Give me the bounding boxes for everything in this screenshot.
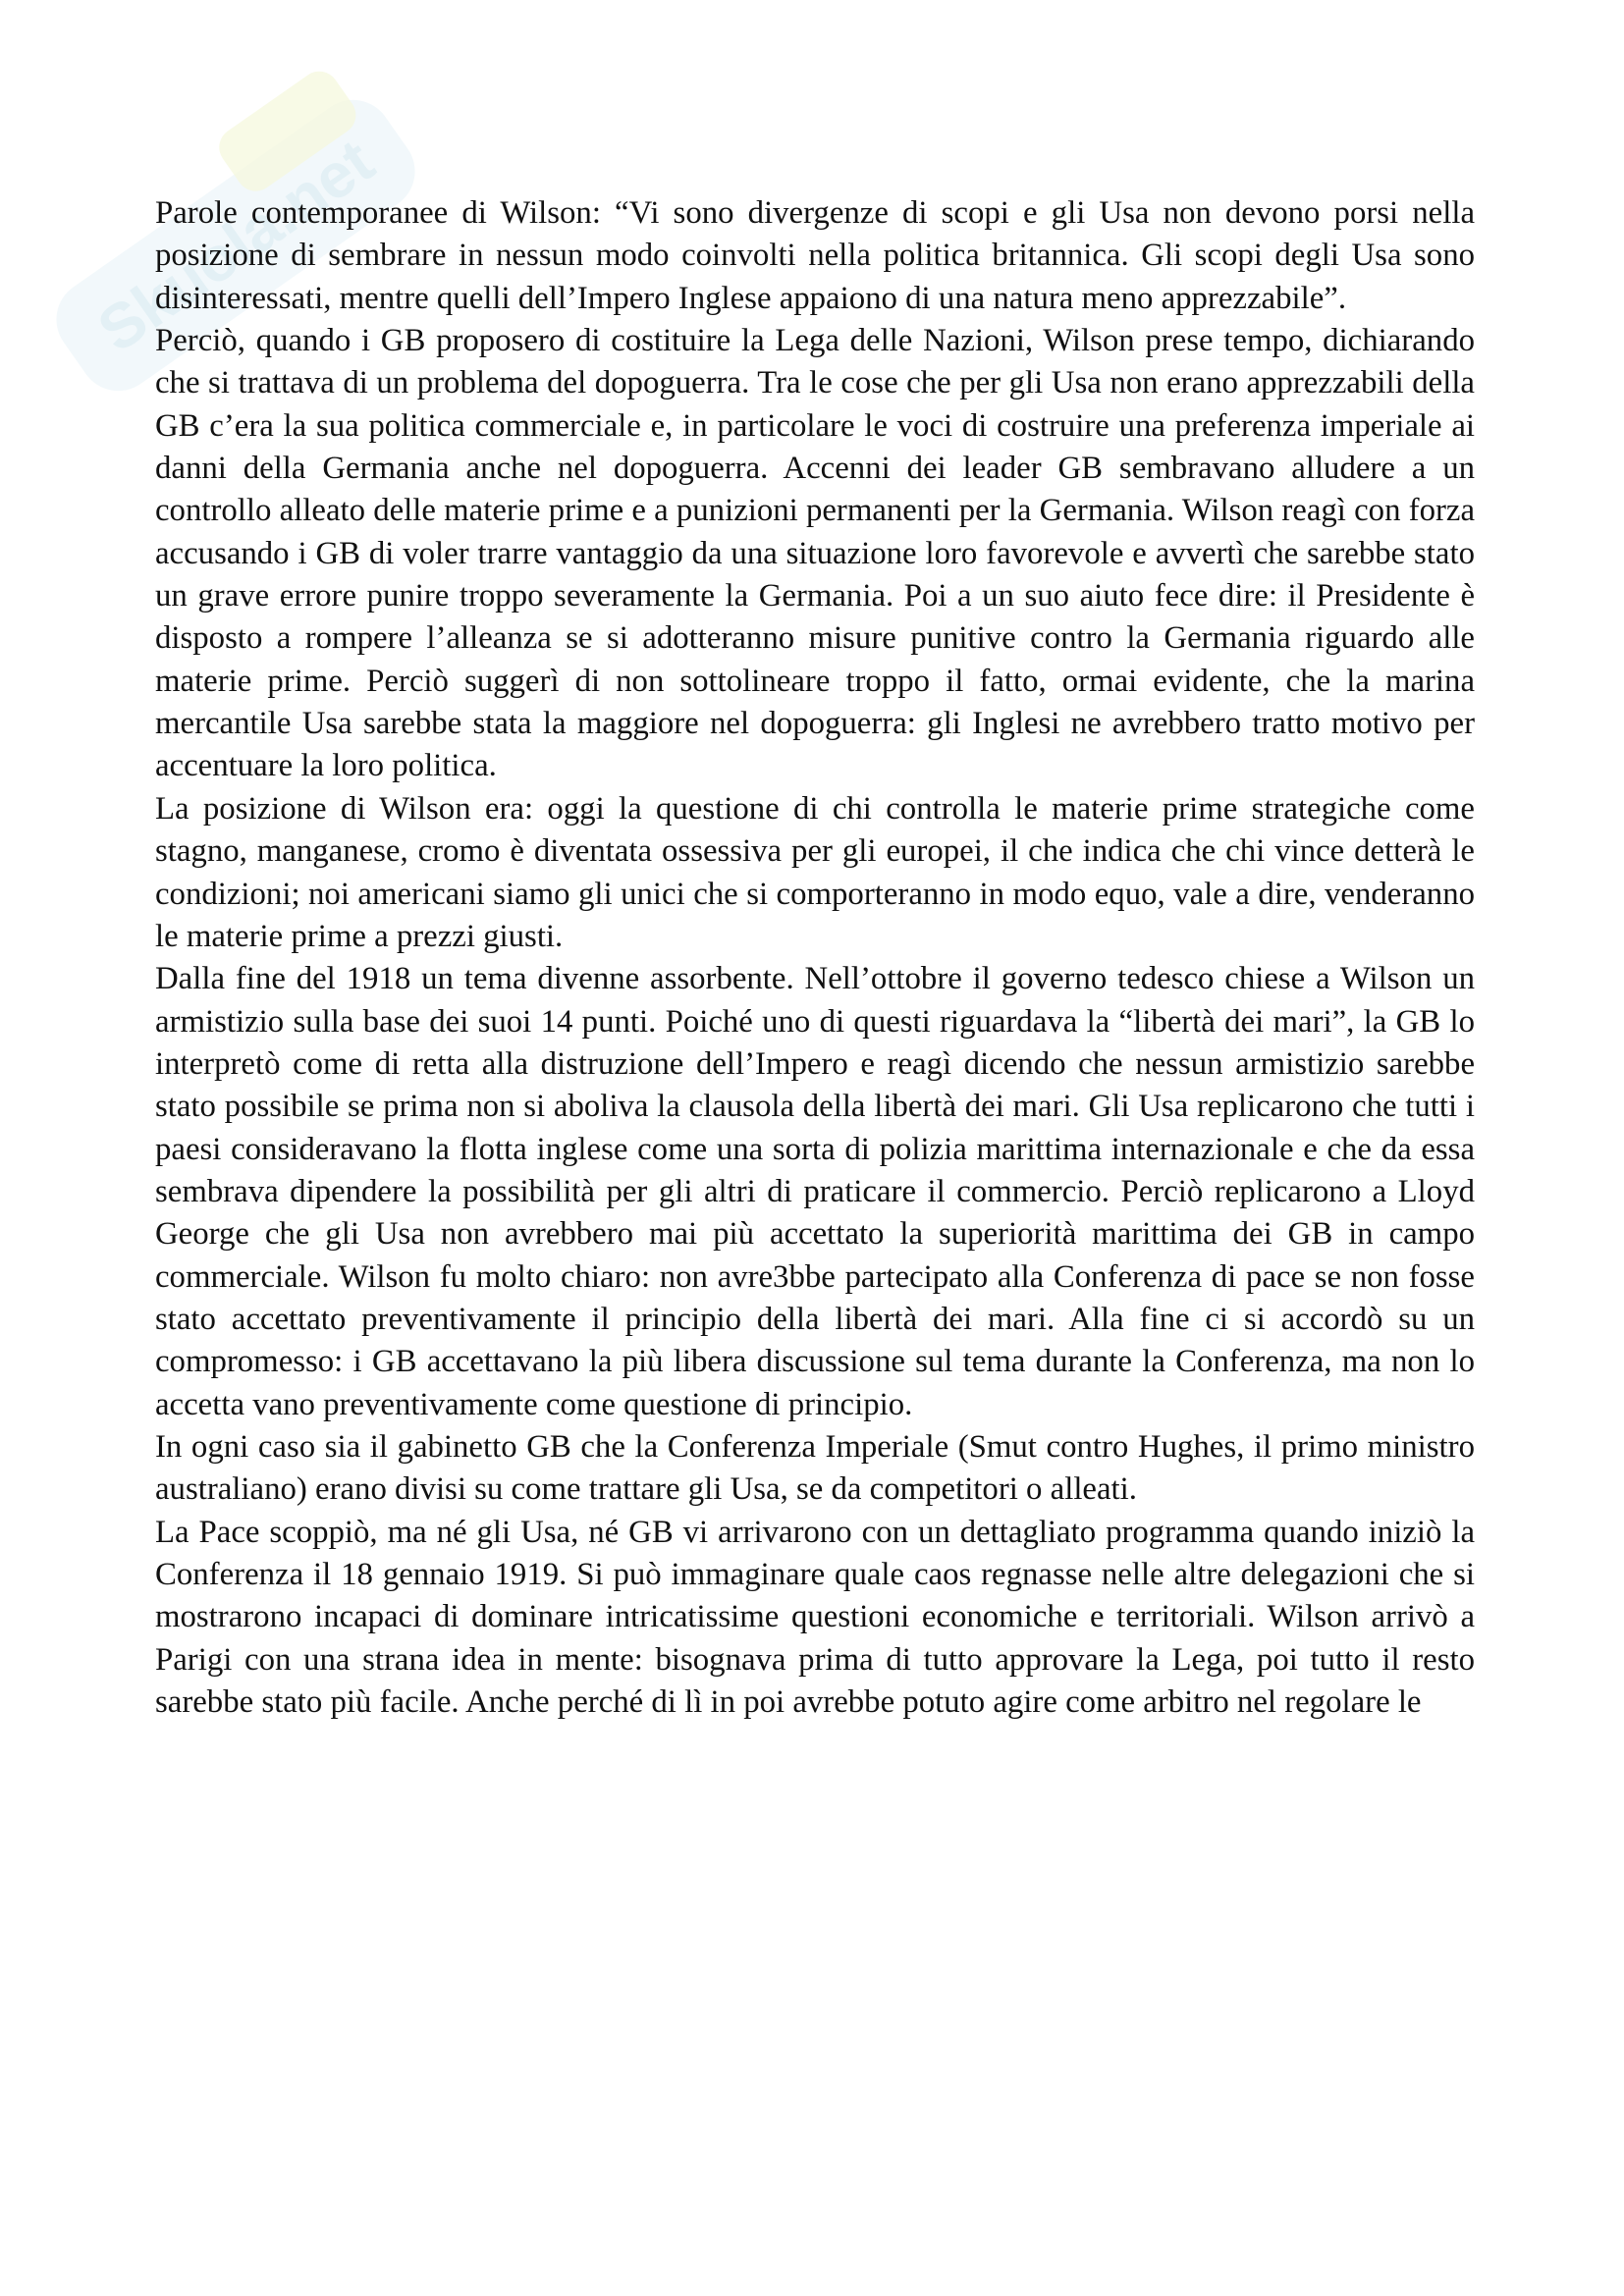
paragraph-3: La posizione di Wilson era: oggi la questione di chi controlla le materie prime strategiche come stagno, manganese, cromo è diventata ossessiva per gli europei, il che indica che chi vince detterà le condizioni; noi americani siamo gli unici che si comporteranno in modo equo, vale a dire, venderanno le materie prime a prezzi giusti. xyxy=(155,790,1475,954)
paragraph-2: Perciò, quando i GB proposero di costituire la Lega delle Nazioni, Wilson prese tempo, dichiarando che si trattava di un problema del dopoguerra. Tra le cose che per gli Usa non erano apprezzabili della GB c’era la sua politica commerciale e, in particolare le voci di costruire una preferenza imperiale ai danni della Germania anche nel dopoguerra. Accenni dei leader GB sembravano alludere a un controllo alleato delle materie prime e a punizioni permanenti per la Germania. Wilson reagì con forza accusando i GB di voler trarre vantaggio da una situazione loro favorevole e avvertì che sarebbe stato un grave errore punire troppo severamente la Germania. Poi a un suo aiuto fece dire: il Presidente è disposto a rompere l’alleanza se si adotteranno misure punitive contro la Germania riguardo alle materie prime. Perciò suggerì di non sottolineare troppo il fatto, ormai evidente, che la marina mercantile Usa sarebbe stata la maggiore nel dopoguerra: gli Inglesi ne avrebbero tratto motivo per accentuare la loro politica. xyxy=(155,323,1476,784)
paragraph-1: Parole contemporanee di Wilson: “Vi sono divergenze di scopi e gli Usa non devono porsi nella posizione di sembrare in nessun modo coinvolti nella politica britannica. Gli scopi degli Usa sono disinteressati, mentre quelli dell’Impero Inglese appaiono di una natura meno apprezzabile”. xyxy=(155,195,1475,316)
document-body xyxy=(155,192,1475,1724)
paragraph-5: In ogni caso sia il gabinetto GB che la Conferenza Imperiale (Smut contro Hughes, il primo ministro australiano) erano divisi su come trattare gli Usa, se da competitori o alleati. xyxy=(155,1428,1475,1508)
watermark-text: Skuola.net xyxy=(84,125,387,366)
paragraph-6: La Pace scoppiò, ma né gli Usa, né GB vi arrivarono con un dettagliato programma quando iniziò la Conferenza il 18 gennaio 1919. Si può immaginare quale caos regnasse nelle altre delegazioni che si mostrarono incapaci di dominare intricatissime questioni economiche e territoriali. Wilson arrivò a Parigi con una strana idea in mente: bisognava prima di tutto approvare la Lega, poi tutto il resto sarebbe stato più facile. Anche perché di lì in poi avrebbe potuto agire come arbitro nel regolare le xyxy=(155,1514,1475,1721)
paragraph-4: Dalla fine del 1918 un tema divenne assorbente. Nell’ottobre il governo tedesco chiese a Wilson un armistizio sulla base dei suoi 14 punti. Poiché uno di questi riguardava la “libertà dei mari”, la GB lo interpretò come di retta alla distruzione dell’Impero e reagì dicendo che nessun armistizio sarebbe stato possibile se prima non si aboliva la clausola della libertà dei mari. Gli Usa replicarono che tutti i paesi consideravano la flotta inglese come una sorta di polizia marittima internazionale e che da essa sembrava dipendere la possibilità per gli altri di praticare il commercio. Perciò replicarono a Lloyd George che gli Usa non avrebbero mai più accettato la superiorità marittima dei GB in campo commerciale. Wilson fu molto chiaro: non avre3bbe partecipato alla Conferenza di pace se non fosse stato accettato preventivamente il principio della libertà dei mari. Alla fine ci si accordò su un compromesso: i GB accettavano la più libera discussione sul tema durante la Conferenza, ma non lo accetta vano preventivamente come questione di principio. xyxy=(155,961,1475,1422)
